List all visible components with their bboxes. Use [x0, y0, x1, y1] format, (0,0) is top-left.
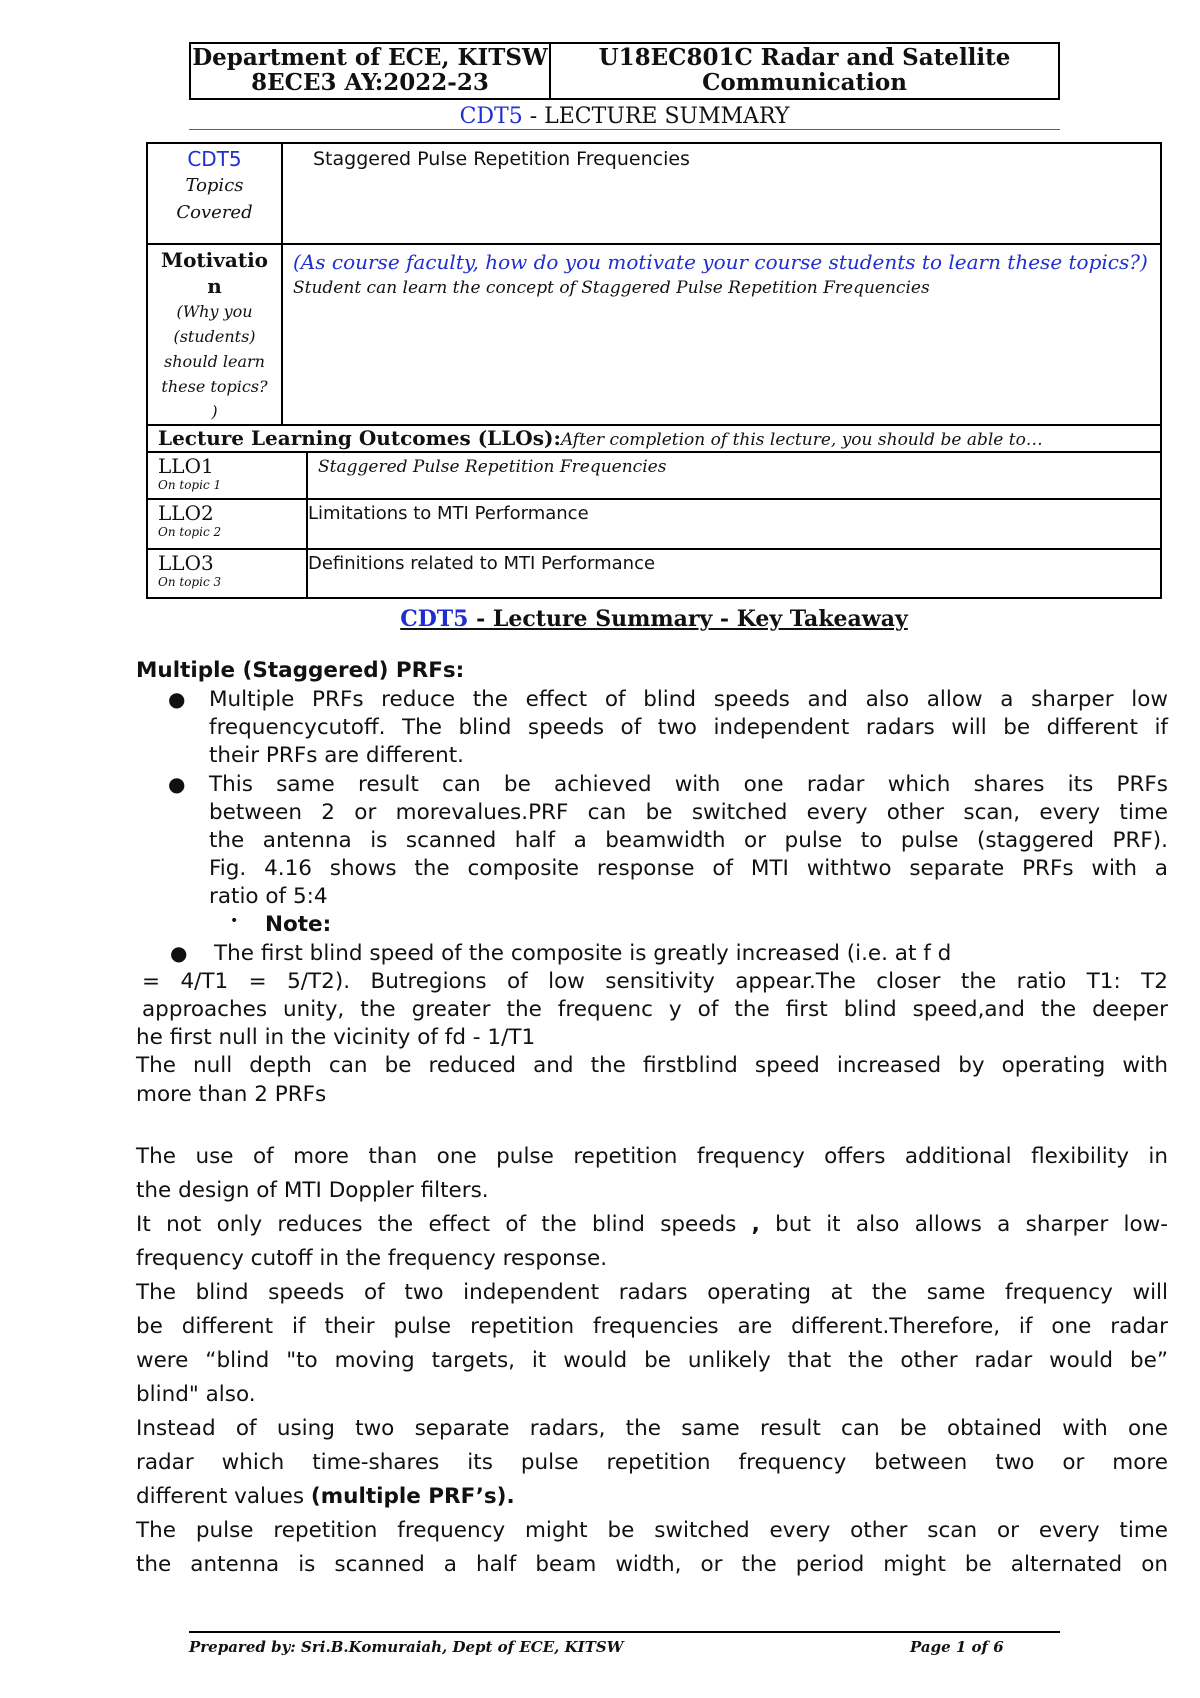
bullet-2-line-2: between 2 or morevalues.PRF can be switched every other scan, every time: [209, 800, 1168, 825]
llo-header-row: [147, 425, 1161, 452]
llo-id-cell: [147, 499, 307, 549]
motivation-sub: (Why you (students) should learn these topics? ): [161, 302, 268, 421]
para-4-line-4: blind" also.: [136, 1382, 256, 1407]
para-1-line-2: more than 2 PRFs: [136, 1082, 327, 1107]
llo-header-cell: [147, 425, 1161, 452]
topics-row: [147, 143, 1161, 244]
para-5-line-1: Instead of using two separate radars, the same result can be obtained with one: [136, 1416, 1168, 1441]
footer-prepared-by: Prepared by: Sri.B.Komuraiah, Dept of ECE, KITSW: [189, 1638, 624, 1656]
footer-of-word: of: [966, 1638, 994, 1656]
small-bullet-icon: •: [230, 913, 239, 929]
llo-text: Staggered Pulse Repetition Frequencies: [318, 457, 667, 477]
bullet-icon: ●: [168, 772, 186, 796]
para-6-line-1: The pulse repetition frequency might be switched every other scan or every time: [136, 1518, 1168, 1543]
llo-text: Limitations to MTI Performance: [308, 503, 589, 524]
para-4-line-2: be different if their pulse repetition frequencies are different.Therefore, if one radar: [136, 1314, 1168, 1339]
motivation-value-cell: [282, 244, 1161, 425]
bullet-3-line-1: The first blind speed of the composite is greatly increased (i.e. at f d: [214, 941, 952, 966]
topics-label-cell: [147, 143, 282, 244]
bullet-icon: ●: [168, 687, 186, 711]
takeaway-title-text: - Lecture Summary - Key Takeaway: [468, 606, 908, 632]
bullet-3-line-2: = 4/T1 = 5/T2). Butregions of low sensitivity appear.The closer the ratio T1: T2: [142, 969, 1168, 994]
llo-id-cell: [147, 452, 307, 499]
bullet-1-line-2: frequencycutoff. The blind speeds of two independent radars will be different if: [209, 715, 1168, 740]
llo-topic: On topic 1: [158, 478, 222, 492]
para-5-line-3: [136, 1483, 515, 1511]
motivation-label-cell: [147, 244, 282, 425]
topics-label: Topics Covered: [176, 175, 253, 223]
llo-header-title: Lecture Learning Outcomes (LLOs):: [158, 426, 561, 450]
para-3-line-2: frequency cutoff in the frequency response.: [136, 1246, 608, 1271]
llo-text-cell: [307, 452, 1161, 499]
footer-page-total: 6: [993, 1638, 1004, 1656]
para-3-comma: ,: [751, 1212, 760, 1237]
para-3-part-a: It not only reduces the effect of the blind speeds: [136, 1212, 752, 1237]
para-4-line-1: The blind speeds of two independent radars operating at the same frequency will: [136, 1280, 1168, 1305]
topics-code: CDT5: [187, 147, 242, 171]
llo-topic: On topic 3: [158, 575, 222, 589]
llo-row: [147, 452, 1161, 499]
motivation-row: [147, 244, 1161, 425]
para-2-line-1: The use of more than one pulse repetition frequency offers additional flexibility in: [136, 1144, 1168, 1169]
header-course: U18EC801C Radar and Satellite Communication: [598, 44, 1011, 96]
llo-text: Definitions related to MTI Performance: [308, 553, 656, 574]
section-heading: Multiple (Staggered) PRFs:: [136, 658, 465, 683]
llo-text-cell: [307, 549, 1161, 598]
para-4-line-3: were “blind "to moving targets, it would be unlikely that the other radar would be”: [136, 1348, 1168, 1373]
lecture-info-table: [146, 142, 1162, 599]
footer-divider: [189, 1631, 1060, 1633]
key-takeaway-title: [146, 606, 1162, 632]
llo-id-cell: [147, 549, 307, 598]
footer-page-number: [910, 1638, 1004, 1656]
llo-row: [147, 499, 1161, 549]
bullet-2-line-3: the antenna is scanned half a beamwidth or pulse to pulse (staggered PRF).: [209, 828, 1168, 853]
llo-text-cell: [307, 499, 1161, 549]
llo-header-note: After completion of this lecture, you should be able to…: [560, 430, 1043, 450]
note-label: Note:: [265, 912, 332, 937]
para-5-line-2: radar which time-shares its pulse repetition frequency between two or more: [136, 1450, 1168, 1475]
takeaway-code: CDT5: [400, 606, 469, 632]
motivation-question: (As course faculty, how do you motivate your course students to learn these topics?): [293, 250, 1148, 274]
para-1-line-1: The null depth can be reduced and the firstblind speed increased by operating with: [136, 1053, 1168, 1078]
motivation-label: Motivation: [160, 248, 269, 298]
bullet-3-line-3: approaches unity, the greater the frequenc y of the first blind speed,and the deeper: [142, 997, 1168, 1022]
para-2-line-2: the design of MTI Doppler filters.: [136, 1178, 489, 1203]
para-6-line-2: the antenna is scanned a half beam width, or the period might be alternated on: [136, 1552, 1168, 1577]
lecture-summary-title: [189, 104, 1060, 130]
bullet-icon: ●: [170, 941, 188, 965]
motivation-answer: Student can learn the concept of Staggered Pulse Repetition Frequencies: [293, 278, 930, 298]
summary-code: CDT5: [459, 104, 523, 129]
llo-id: LLO3: [158, 551, 214, 575]
header-department: Department of ECE, KITSW 8ECE3 AY:2022-23: [191, 44, 551, 98]
llo-topic: On topic 2: [158, 525, 222, 539]
bullet-1-line-1: Multiple PRFs reduce the effect of blind speeds and also allow a sharper low: [209, 687, 1168, 712]
bullet-2-line-4: Fig. 4.16 shows the composite response of MTI withtwo separate PRFs with a: [209, 856, 1168, 881]
summary-title-text: - LECTURE SUMMARY: [522, 104, 790, 129]
bullet-2-line-1: This same result can be achieved with one radar which shares its PRFs: [209, 772, 1168, 797]
llo-row: [147, 549, 1161, 598]
para-5-part-a: different values: [136, 1484, 311, 1509]
llo-id: LLO2: [158, 501, 214, 525]
llo-id: LLO1: [158, 454, 214, 478]
topics-value-cell: [282, 143, 1161, 244]
para-3-line-1: [136, 1211, 1168, 1239]
bullet-2-line-5: ratio of 5:4: [209, 884, 328, 909]
summary-underline: [189, 129, 1060, 130]
topics-value: Staggered Pulse Repetition Frequencies: [313, 148, 690, 170]
para-3-part-c: but it also allows a sharper low-: [759, 1212, 1168, 1237]
footer-page-current: 1: [955, 1638, 967, 1656]
para-5-part-b: (multiple PRF’s).: [310, 1484, 515, 1509]
footer-page-word: Page: [910, 1638, 956, 1656]
bullet-1-line-3: their PRFs are different.: [209, 743, 464, 768]
bullet-3-line-4: he first null in the vicinity of fd - 1/T1: [136, 1025, 536, 1050]
header-box: [189, 42, 1060, 100]
